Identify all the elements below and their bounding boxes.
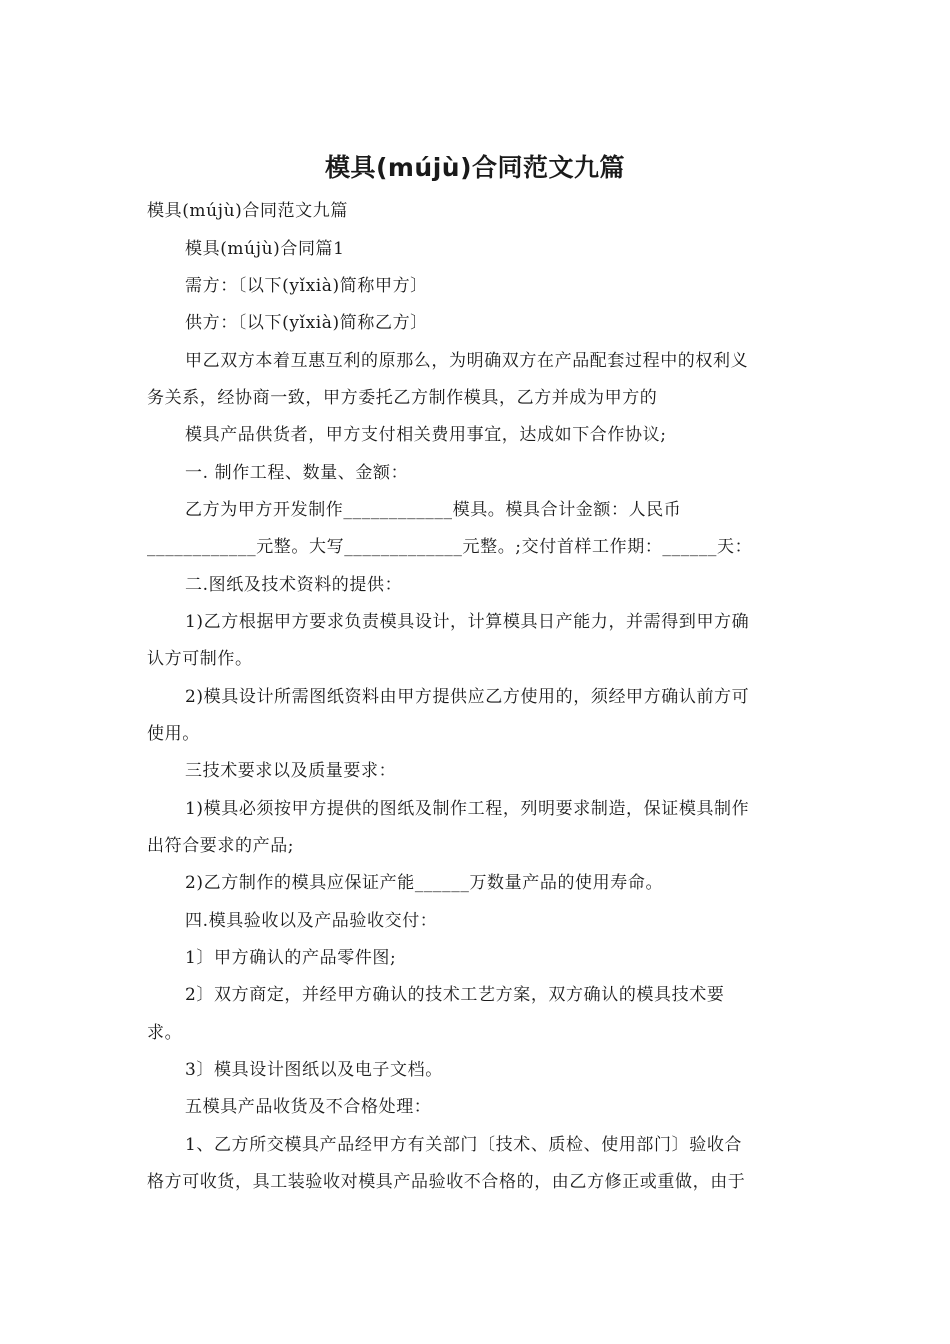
buyer-line: 需方：〔以下(yǐxià)简称甲方〕 — [185, 276, 428, 296]
paragraph-line: 甲乙双方本着互惠互利的原那么，为明确双方在产品配套过程中的权利义 — [185, 351, 749, 371]
paragraph-line: 1〕甲方确认的产品零件图; — [185, 948, 397, 968]
clause-heading: 五模具产品收货及不合格处理： — [185, 1097, 432, 1117]
paragraph-line: 1)模具必须按甲方提供的图纸及制作工程，列明要求制造，保证模具制作 — [185, 799, 750, 819]
paragraph-line: 格方可收货，具工装验收对模具产品验收不合格的，由乙方修正或重做，由于 — [147, 1172, 746, 1192]
paragraph-line: ____________元整。大写_____________元整。;交付首样工作期：______天： — [147, 537, 753, 557]
paragraph-line: 出符合要求的产品; — [147, 836, 295, 856]
paragraph-line: 模具产品供货者，甲方支付相关费用事宜，达成如下合作协议; — [185, 425, 667, 445]
paragraph-line: 使用。 — [147, 724, 200, 744]
paragraph-line: 2)乙方制作的模具应保证产能______万数量产品的使用寿命。 — [185, 873, 664, 893]
section-heading-contract-1: 模具(mújù)合同篇1 — [185, 239, 345, 259]
clause-heading: 二.图纸及技术资料的提供： — [185, 575, 403, 595]
subtitle-line: 模具(mújù)合同范文九篇 — [147, 201, 348, 221]
paragraph-line: 2)模具设计所需图纸资料由甲方提供应乙方使用的，须经甲方确认前方可 — [185, 687, 750, 707]
paragraph-line: 1、乙方所交模具产品经甲方有关部门〔技术、质检、使用部门〕验收合 — [185, 1135, 743, 1155]
paragraph-line: 认方可制作。 — [147, 649, 253, 669]
paragraph-line: 2〕双方商定，并经甲方确认的技术工艺方案，双方确认的模具技术要 — [185, 985, 725, 1005]
paragraph-line: 务关系，经协商一致，甲方委托乙方制作模具，乙方并成为甲方的 — [147, 388, 658, 408]
clause-heading: 四.模具验收以及产品验收交付： — [185, 911, 438, 931]
paragraph-line: 乙方为甲方开发制作____________模具。模具合计金额：人民币 — [185, 500, 682, 520]
paragraph-line: 3〕模具设计图纸以及电子文档。 — [185, 1060, 443, 1080]
document-title: 模具(mújù)合同范文九篇 — [324, 153, 626, 182]
clause-heading: 三技术要求以及质量要求： — [185, 761, 397, 781]
paragraph-line: 求。 — [147, 1023, 183, 1043]
paragraph-line: 1)乙方根据甲方要求负责模具设计，计算模具日产能力，并需得到甲方确 — [185, 612, 750, 632]
supplier-line: 供方：〔以下(yǐxià)简称乙方〕 — [185, 313, 428, 333]
clause-heading: 一. 制作工程、数量、金额： — [185, 463, 409, 483]
